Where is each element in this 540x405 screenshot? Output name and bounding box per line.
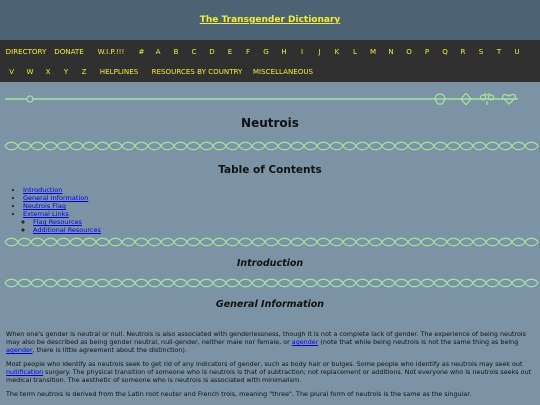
toc-subitem <box>33 218 540 226</box>
zigzag-divider <box>0 277 540 289</box>
nav-link-c[interactable]: C <box>191 46 197 56</box>
nav-link-y[interactable]: Y <box>63 66 69 76</box>
nav-link-n[interactable]: N <box>388 46 394 56</box>
site-header <box>0 0 540 40</box>
toc-link-flag-resources[interactable]: Flag Resources <box>33 218 82 226</box>
table-of-contents <box>15 186 540 234</box>
nav-link-a[interactable]: A <box>155 46 161 56</box>
paragraph-definition <box>0 330 540 354</box>
nav-row-2 <box>2 61 538 81</box>
paragraph-transition <box>0 360 540 384</box>
nullification-link[interactable]: nullification <box>6 368 44 376</box>
toc-sublist <box>23 218 540 234</box>
zigzag-divider <box>0 140 540 152</box>
zigzag-divider <box>0 236 540 248</box>
ornament-divider <box>0 93 540 105</box>
section-heading-introduction: Introduction <box>236 258 304 269</box>
nav-link-resources-by-country[interactable]: RESOURCES BY COUNTRY <box>151 66 243 76</box>
toc-item <box>23 202 540 210</box>
paragraph-text: surgery. The physical transition of someone who is neutrois is that of subtraction; not replacement or additions. Not everyone who is neutrois seeks out medical transition. The aesthetic of someone who is neutrois is associated with minimalism. <box>6 368 532 384</box>
nav-link-#[interactable]: # <box>138 46 145 56</box>
paragraph-etymology: The term neutrois is derived from the Latin root neuter and French trois, meaning "three". The plural form of neutrois is the same as the singular. <box>6 390 472 398</box>
toc-link-general-information[interactable]: General Information <box>23 194 89 202</box>
toc-item <box>23 194 540 202</box>
paragraph-text: , there is little agreement about the distinction). <box>32 346 187 354</box>
page-title: Neutrois <box>241 116 299 130</box>
nav-link-t[interactable]: T <box>496 46 502 56</box>
nav-link-w[interactable]: W <box>26 66 34 76</box>
nav-link-l[interactable]: L <box>353 46 357 56</box>
nav-link-u[interactable]: U <box>514 46 520 56</box>
nav-row-1 <box>2 41 538 61</box>
nav-link-w-i-p[interactable]: W.I.P.!!! <box>97 46 125 56</box>
site-title-link[interactable]: The Transgender Dictionary <box>199 15 341 25</box>
nav-link-b[interactable]: B <box>173 46 179 56</box>
nav-link-v[interactable]: V <box>9 66 14 76</box>
circle-ornament-icon <box>27 96 33 102</box>
toc-link-introduction[interactable]: Introduction <box>23 186 63 194</box>
nav-link-e[interactable]: E <box>227 46 233 56</box>
toc-heading: Table of Contents <box>218 164 322 176</box>
section-heading-general-information: General Information <box>215 299 325 310</box>
nav-link-o[interactable]: O <box>406 46 412 56</box>
nav-link-d[interactable]: D <box>209 46 215 56</box>
nav-link-x[interactable]: X <box>45 66 51 76</box>
nav-link-z[interactable]: Z <box>81 66 87 76</box>
nav-link-miscellaneous[interactable]: MISCELLANEOUS <box>252 66 314 76</box>
nav-link-donate[interactable]: DONATE <box>54 46 84 56</box>
nav-link-p[interactable]: P <box>424 46 430 56</box>
paragraph-text: Most people who identify as neutrois seek to get rid of any indicators of gender, such as body hair or bulges. Some people who identify as neutrois may seek out <box>6 360 523 368</box>
toc-subitem <box>33 226 540 234</box>
agender-link[interactable]: agender <box>291 338 319 346</box>
nav-link-helplines[interactable]: HELPLINES <box>99 66 139 76</box>
nav-link-i[interactable]: I <box>300 46 304 56</box>
nav-link-f[interactable]: F <box>245 46 251 56</box>
toc-link-neutrois-flag[interactable]: Neutrois Flag <box>23 202 66 210</box>
nav-link-r[interactable]: R <box>460 46 466 56</box>
nav-link-j[interactable]: J <box>318 46 321 56</box>
nav-link-h[interactable]: H <box>281 46 287 56</box>
toc-link-external-links[interactable]: External Links <box>23 210 69 218</box>
agender-link[interactable]: agender <box>6 346 33 354</box>
nav-link-s[interactable]: S <box>478 46 484 56</box>
toc-link-additional-resources[interactable]: Additional Resources <box>33 226 101 234</box>
nav-link-q[interactable]: Q <box>442 46 448 56</box>
nav-link-directory[interactable]: DIRECTORY <box>5 46 47 56</box>
nav-link-m[interactable]: M <box>369 46 377 56</box>
nav-link-g[interactable]: G <box>263 46 269 56</box>
paragraph-text: When one's gender is neutral or null. Neutrois is also associated with genderlessness, though it is not a complete lack of gender. The experience of being neutrois may also be described as being gender neutral, null-gender, neither male nor female, or <box>6 330 527 346</box>
nav-link-k[interactable]: K <box>334 46 340 56</box>
toc-item <box>23 186 540 194</box>
paragraph-text: (note that while being neutrois is not the same thing as being <box>318 338 519 346</box>
toc-item <box>23 210 540 234</box>
main-nav <box>0 40 540 82</box>
